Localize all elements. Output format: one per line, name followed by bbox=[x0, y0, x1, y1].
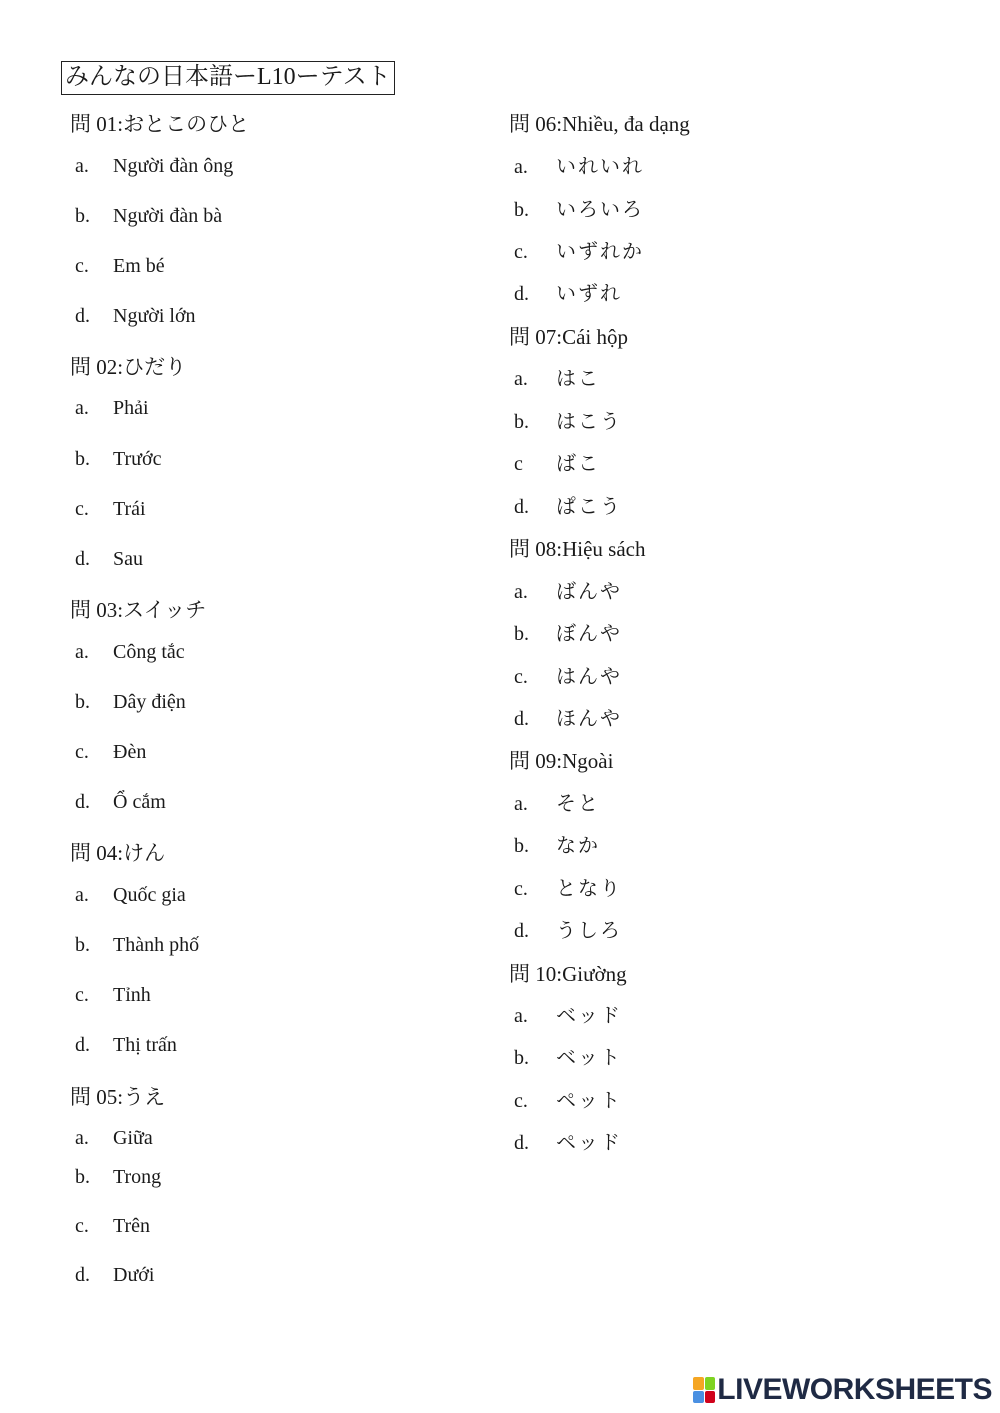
question-label: 問 05:うえ bbox=[70, 1085, 166, 1109]
answer-option[interactable] bbox=[514, 240, 644, 264]
option-text: そと bbox=[556, 793, 600, 815]
option-letter: a. bbox=[75, 155, 89, 177]
option-text: いずれか bbox=[556, 241, 644, 263]
option-letter: a. bbox=[75, 1127, 89, 1149]
option-letter: c. bbox=[75, 1215, 89, 1237]
option-letter: d. bbox=[75, 1264, 90, 1286]
option-text: いろいろ bbox=[556, 199, 644, 221]
option-letter: c. bbox=[75, 498, 89, 520]
option-text: Người đàn ông bbox=[113, 155, 234, 177]
answer-option[interactable] bbox=[75, 254, 165, 278]
option-text: ばんや bbox=[556, 581, 622, 603]
answer-option[interactable] bbox=[75, 933, 199, 957]
option-letter: c. bbox=[514, 666, 528, 688]
answer-option[interactable] bbox=[514, 919, 622, 943]
question-label: 問 02:ひだり bbox=[70, 355, 187, 379]
logo-text: LIVEWORKSHEETS bbox=[717, 1373, 992, 1406]
option-text: Trong bbox=[113, 1166, 162, 1188]
option-letter: a. bbox=[514, 368, 528, 390]
option-text: なか bbox=[556, 835, 600, 857]
option-letter: d. bbox=[75, 548, 90, 570]
answer-option[interactable] bbox=[514, 410, 622, 434]
question-label: 問 08:Hiệu sách bbox=[509, 537, 646, 561]
answer-option[interactable] bbox=[514, 282, 622, 306]
option-letter: b. bbox=[75, 691, 90, 713]
option-text: Ổ cắm bbox=[113, 791, 166, 813]
option-text: Trước bbox=[113, 448, 162, 470]
option-text: ベッド bbox=[556, 1005, 622, 1027]
option-text: Thị trấn bbox=[113, 1034, 177, 1056]
page-title: みんなの日本語ーL10ーテスト bbox=[61, 61, 395, 95]
option-text: Em bé bbox=[113, 255, 165, 277]
option-text: ぼんや bbox=[556, 623, 622, 645]
option-letter: a. bbox=[514, 793, 528, 815]
answer-option[interactable] bbox=[75, 396, 149, 420]
option-letter: b. bbox=[514, 623, 529, 645]
option-letter: b. bbox=[514, 411, 529, 433]
question-label: 問 06:Nhiều, đa dạng bbox=[509, 112, 690, 136]
option-text: ぱこう bbox=[556, 496, 622, 518]
question-label: 問 03:スイッチ bbox=[70, 598, 207, 622]
answer-option[interactable] bbox=[75, 204, 222, 228]
question-label: 問 04:けん bbox=[70, 841, 166, 865]
question-label: 問 01:おとこのひと bbox=[70, 112, 250, 136]
answer-option[interactable] bbox=[514, 834, 600, 858]
answer-option[interactable] bbox=[75, 497, 146, 521]
answer-option[interactable] bbox=[514, 495, 622, 519]
liveworksheets-logo bbox=[693, 1373, 992, 1407]
option-text: ペット bbox=[556, 1090, 622, 1112]
option-letter: c. bbox=[75, 255, 89, 277]
option-letter: c. bbox=[75, 984, 89, 1006]
option-text: Dây điện bbox=[113, 691, 186, 713]
option-text: うしろ bbox=[556, 920, 622, 942]
option-text: Trái bbox=[113, 498, 146, 520]
logo-square-icon bbox=[693, 1391, 704, 1404]
logo-square-icon bbox=[705, 1391, 716, 1404]
option-letter: d. bbox=[75, 791, 90, 813]
option-letter: b. bbox=[75, 1166, 90, 1188]
answer-option[interactable] bbox=[75, 983, 151, 1007]
option-letter: c. bbox=[75, 741, 89, 763]
option-text: Thành phố bbox=[113, 934, 200, 956]
answer-option[interactable] bbox=[514, 1046, 622, 1070]
option-letter: b. bbox=[75, 934, 90, 956]
logo-badge-icon bbox=[693, 1377, 715, 1403]
answer-option[interactable] bbox=[75, 1126, 153, 1150]
option-text: となり bbox=[556, 878, 622, 900]
option-text: Dưới bbox=[113, 1264, 155, 1286]
option-letter: a. bbox=[514, 156, 528, 178]
answer-option[interactable] bbox=[514, 580, 622, 604]
answer-option[interactable] bbox=[514, 155, 644, 179]
option-text: Giữa bbox=[113, 1127, 153, 1149]
answer-option[interactable] bbox=[514, 622, 622, 646]
answer-option[interactable] bbox=[75, 447, 161, 471]
option-letter: b. bbox=[75, 205, 90, 227]
option-text: いれいれ bbox=[556, 156, 644, 178]
question-label: 問 07:Cái hộp bbox=[509, 325, 628, 349]
answer-option[interactable] bbox=[75, 1165, 161, 1189]
option-letter: d. bbox=[514, 708, 529, 730]
answer-option[interactable] bbox=[75, 883, 186, 907]
question-label: 問 10:Giường bbox=[509, 962, 627, 986]
answer-option[interactable] bbox=[514, 665, 622, 689]
option-letter: a. bbox=[75, 397, 89, 419]
option-letter: b. bbox=[514, 1047, 529, 1069]
answer-option[interactable] bbox=[75, 547, 143, 571]
logo-square-icon bbox=[705, 1377, 716, 1390]
logo-square-icon bbox=[693, 1377, 704, 1390]
option-text: Sau bbox=[113, 548, 143, 570]
option-letter: d. bbox=[514, 283, 529, 305]
question-label: 問 09:Ngoài bbox=[509, 749, 614, 773]
option-text: Công tắc bbox=[113, 641, 185, 663]
option-letter: a. bbox=[75, 641, 89, 663]
option-letter: d. bbox=[75, 1034, 90, 1056]
answer-option[interactable] bbox=[75, 1263, 154, 1287]
answer-option[interactable] bbox=[75, 740, 146, 764]
answer-option[interactable] bbox=[75, 154, 233, 178]
option-text: ペッド bbox=[556, 1132, 622, 1154]
option-text: はんや bbox=[556, 666, 622, 688]
option-letter: d. bbox=[514, 496, 529, 518]
option-letter: d. bbox=[75, 305, 90, 327]
option-letter: d. bbox=[514, 1132, 529, 1154]
option-letter: a. bbox=[75, 884, 89, 906]
option-letter: d. bbox=[514, 920, 529, 942]
option-letter: a. bbox=[514, 581, 528, 603]
option-letter: c. bbox=[514, 241, 528, 263]
option-text: はこう bbox=[556, 411, 622, 433]
answer-option[interactable] bbox=[514, 1089, 622, 1113]
option-text: ベット bbox=[556, 1047, 622, 1069]
option-text: Người lớn bbox=[113, 305, 196, 327]
answer-option[interactable] bbox=[514, 367, 600, 391]
option-letter: a. bbox=[514, 1005, 528, 1027]
option-letter: b. bbox=[514, 199, 529, 221]
answer-option[interactable] bbox=[514, 877, 622, 901]
answer-option[interactable] bbox=[75, 1033, 177, 1057]
answer-option[interactable] bbox=[514, 452, 600, 476]
option-text: ほんや bbox=[556, 708, 622, 730]
answer-option[interactable] bbox=[75, 1214, 150, 1238]
answer-option[interactable] bbox=[514, 1004, 622, 1028]
option-letter: c. bbox=[514, 878, 528, 900]
option-letter: b. bbox=[75, 448, 90, 470]
answer-option[interactable] bbox=[514, 1131, 622, 1155]
answer-option[interactable] bbox=[75, 640, 185, 664]
answer-option[interactable] bbox=[75, 304, 196, 328]
answer-option[interactable] bbox=[514, 707, 622, 731]
option-letter: b. bbox=[514, 835, 529, 857]
option-text: Người đàn bà bbox=[113, 205, 223, 227]
option-text: Đèn bbox=[113, 741, 147, 763]
option-text: Quốc gia bbox=[113, 884, 186, 906]
answer-option[interactable] bbox=[75, 690, 186, 714]
option-text: ばこ bbox=[556, 453, 600, 475]
answer-option[interactable] bbox=[514, 792, 600, 816]
option-text: Phải bbox=[113, 397, 149, 419]
answer-option[interactable] bbox=[75, 790, 166, 814]
answer-option[interactable] bbox=[514, 198, 644, 222]
option-text: いずれ bbox=[556, 283, 622, 305]
option-letter: c. bbox=[514, 1090, 528, 1112]
option-text: はこ bbox=[556, 368, 600, 390]
option-text: Trên bbox=[113, 1215, 151, 1237]
option-text: Tỉnh bbox=[113, 984, 151, 1006]
option-letter: c bbox=[514, 453, 523, 475]
